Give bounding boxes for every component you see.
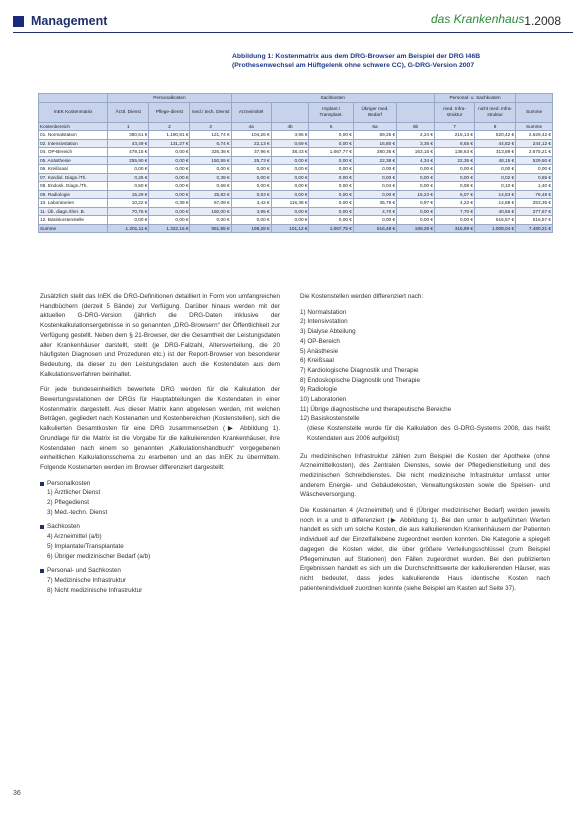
group-header: Personal- u. Sachkosten [434,94,515,103]
note: (diese Kostenstelle wurde für die Kalkulation des G-DRG-Systems 2008, das heißt Kostendaten aus 2006 aufgelöst) [307,425,550,442]
caption-line-2: (Prothesenwechsel am Hüftgelenk ohne schwere CC), G-DRG-Version 2007 [232,62,475,69]
paragraph: Für jede bundeseinheitlich bewertete DRG werden für die Kalkulation der Bewertungsrelationen der DRGs für Hauptabteilungen die Kostendaten in einer Kostenmatrix dargestellt. Aus dieser Matrix kann abgelesen werden, mit welchen Beträgen, gegliedert nach Kostenarten und Kostenbereichen (Kostenstellen), sich die kalkulierten Gesamtkosten für eine DRG zusammensetzen (▶ Abbildung 1). Grundlage für die Matrix ist die Vorgabe für die kalkulierenden Krankenhäuser, ihre Kostendaten nach einem so genannten „Kalkulationshandbuch“ vorgegebenen einheitlichen Kalkulationsschema zu erarbeiten und an das InEK zu übermitteln. Folgende Kostenarten werden im Browser differenziert dargestellt: [40,386,280,471]
table-cell: 1.067,77 € [309,148,353,157]
row-label: 11. Üb. diagn./ther. B. [39,207,108,216]
table-row [39,224,553,233]
list-item: 3) Dialyse Abteilung [300,328,356,336]
right-column [300,292,550,599]
left-column [40,292,280,600]
column-number: 7 [434,122,474,131]
table-cell: 0,00 € [309,190,353,199]
section-title: Management [31,14,108,28]
row-label: 10. Laboratorien [39,199,108,208]
list-item: 11) Übrige diagnostische und therapeutische Bereiche [300,405,452,413]
table-cell: 0,00 € [434,165,474,174]
list-item: 8) Endoskopische Diagnostik und Therapie [300,376,420,384]
table-cell: 189,28 € [397,224,435,233]
table-cell: 216,13 € [434,131,474,140]
table-cell: 1.190,81 € [149,131,190,140]
list-item: 7) Medizinische Infrastruktur [47,576,127,584]
list-item: 1) Normalstation [300,308,347,316]
table-cell: 0,00 € [271,173,309,182]
table-cell: 0,00 € [231,216,271,225]
column-number-row [39,122,553,131]
row-label: Summe [39,224,108,233]
table-cell: 0,00 € [271,190,309,199]
cost-type-section [40,566,280,595]
table-row [39,156,553,165]
section-heading [40,522,280,532]
table-cell: 0,00 € [149,156,190,165]
table-cell: 0,65 € [516,173,553,182]
column-number: Kostenbereich [39,122,108,131]
table-cell: 6,07 € [434,190,474,199]
table-cell: 951,85 € [190,224,231,233]
list-item: 4) OP-Bereich [300,337,340,345]
table-cell: 22,35 € [434,156,474,165]
table-row [39,131,553,140]
cost-type-list [40,479,280,596]
table-cell: 15,29 € [108,190,149,199]
list-item: 4) Arzneimittel (a/b) [47,533,102,541]
caption-line-1: Abbildung 1: Kostenmatrix aus dem DRG-Browser am Beispiel der DRG I46B [232,53,481,60]
table-cell: 198,28 € [231,224,271,233]
table-row [39,190,553,199]
table-cell: 0,00 € [108,165,149,174]
paragraph: Die Kostenarten 4 (Arzneimittel) und 6 (Übriger medizinischer Bedarf) werden jeweils noch in a und b differenziert (▶ Abbildung 1). Bei den unter b aufgeführten Werten handelt es sich um solche Kosten, die aus kalkulierenden Krankenhäusern der Patienten individuell auf der Einzelfallebene zugeordnet werden konnten. Die Kategorie a spiegelt dagegen die Kosten wider, die über größere Verteilungsschlüssel (zum Beispiel Pflegeminuten auf Stationen) den Fällen zugeordnet wurden. Bei den publizierten Ergebnissen handelt es sich um die Durchschnittswerte der kalkulierenden Häuser, was nicht bedeutet, dass jedes kalkulierende Haus identische Kosten nach patientenindividuell zuordnen konnte (siehe Beispiel am Kasten auf Seite 37). [300,507,550,592]
row-label: 08. Endosk. Diagn./Th. [39,182,108,191]
table-cell: 37,96 € [231,148,271,157]
table-cell: 116,38 € [271,199,309,208]
table-cell: 0,00 € [516,165,553,174]
table-cell: 0,00 € [271,165,309,174]
table-cell: 0,00 € [149,165,190,174]
table-cell: 255,90 € [108,156,149,165]
table-cell: 1.201,11 € [108,224,149,233]
table-row [39,182,553,191]
table-cell: 0,00 € [309,216,353,225]
table-cell: 0,39 € [149,199,190,208]
row-label: 02. Intensivstation [39,139,108,148]
table-cell: 0,00 € [149,182,190,191]
row-label: 05. Anästhesie [39,156,108,165]
table-cell: 0,00 € [434,173,474,182]
row-label: 09. Radiologie [39,190,108,199]
table-cell: 516,57 € [516,216,553,225]
table-cell: 25,82 € [190,190,231,199]
table-cell: 89,25 € [353,131,396,140]
column-number: 4a [231,122,271,131]
column-header: InEK Kostenmatrix [39,102,108,122]
table-row [39,173,553,182]
paragraph: Zu medizinischen Infrastruktur zählen zum Beispiel die Kosten der Apotheke (ohne Arzneimittelkosten), des Zentralen Dienstes, sowie der Pflegedienstleitung und des medizinischen Schreibdienstes. Die nicht medizinische Infrastruktur umfasst unter anderem Energie- und Gebäudekosten, Verwaltungskosten sowie die Speisen- und Wäscheversorgung. [300,452,550,499]
group-header-row [39,94,553,103]
table-cell: 316,99 € [434,224,474,233]
table-row [39,148,553,157]
table-cell: 0,00 € [434,216,474,225]
table-cell: 253,35 € [516,199,553,208]
table-cell: 0,00 € [309,173,353,182]
table-cell: 479,15 € [108,148,149,157]
table-cell: 40,56 € [475,207,516,216]
column-header: Implant./ Transplant. [309,102,353,122]
table-cell: 1.322,16 € [149,224,190,233]
table-cell: 15,23 € [397,190,435,199]
table-cell: 0,69 € [271,139,309,148]
table-cell: 38,43 € [271,148,309,157]
table-cell: 7,70 € [434,207,474,216]
cost-center-list [300,308,550,424]
column-number: 6b [397,122,435,131]
table-cell: 101,12 € [271,224,309,233]
bullet-square-icon [40,525,44,529]
column-header: nicht med. Infra-struktur [475,102,516,122]
section-marker [13,16,24,27]
table-cell: 150,00 € [190,207,231,216]
table-cell: 0,00 € [271,207,309,216]
list-item: 2) Pflegedienst [47,499,90,507]
table-cell: 0,00 € [309,131,353,140]
table-cell: 0,00 € [231,173,271,182]
table-cell: 0,00 € [149,207,190,216]
table-cell: 138,63 € [434,148,474,157]
table-cell: 280,35 € [353,148,396,157]
table-cell: 121,74 € [190,131,231,140]
cost-matrix [38,93,553,233]
column-number: 8 [475,122,516,131]
table-cell: 0,00 € [309,199,353,208]
table-cell: 4,34 € [397,156,435,165]
table-cell: 0,97 € [397,199,435,208]
table-cell: 0,00 € [353,173,396,182]
table-cell: 0,00 € [309,139,353,148]
table-cell: 0,00 € [353,165,396,174]
table-cell: 70,76 € [108,207,149,216]
table-cell: 0,00 € [397,182,435,191]
table-cell: 516,57 € [475,216,516,225]
table-cell: 67,08 € [190,199,231,208]
table-cell: 0,00 € [353,190,396,199]
table-cell: 14,53 € [475,190,516,199]
row-label: 12. Basiskostenstelle [39,216,108,225]
list-item: 8) Nicht medizinische Infrastruktur [47,586,143,594]
list-item: 6) Übriger medizinischer Bedarf (a/b) [47,552,151,560]
list-item: 5) Implantate/Transplantate [47,542,124,550]
list-item: 2) Intensivstation [300,318,348,326]
table-cell: 516,48 € [353,224,396,233]
table-cell: 326,38 € [190,148,231,157]
table-cell: 76,48 € [516,190,553,199]
table-row [39,207,553,216]
cost-type-section [40,479,280,518]
table-cell: 0,00 € [397,207,435,216]
journal-logo: das Krankenhaus [431,12,525,26]
table-cell: 520,42 € [475,131,516,140]
table-cell: 529,50 € [516,156,553,165]
table-cell: 44,82 € [475,139,516,148]
table-cell: 1,40 € [516,182,553,191]
table-cell: 22,13 € [231,139,271,148]
section-title: Sachkosten [47,523,80,531]
table-cell: 8,65 € [434,139,474,148]
column-number: Summe [516,122,553,131]
table-cell: 1.067,75 € [309,224,353,233]
table-cell: 0,00 € [397,173,435,182]
table-cell: 163,15 € [397,148,435,157]
column-header [271,102,309,122]
column-header: Ärztl. Dienst [108,102,149,122]
bullet-square-icon [40,482,44,486]
table-cell: 2.675,21 € [516,148,553,157]
row-label: 07. Kardiol. Diagn./Th. [39,173,108,182]
empty-corner [516,94,553,103]
group-header: Sachkosten [231,94,434,103]
table-cell: 43,49 € [108,139,149,148]
table-cell: 104,26 € [231,131,271,140]
table-cell: 0,00 € [309,156,353,165]
table-cell: 6,74 € [190,139,231,148]
table-cell: 0,00 € [108,216,149,225]
table-cell: 2.629,42 € [516,131,553,140]
section-title: Personal- und Sachkosten [47,567,121,575]
table-cell: 0,00 € [309,165,353,174]
table-row [39,199,553,208]
table-cell: 277,67 € [516,207,553,216]
table-cell: 0,00 € [271,182,309,191]
table-cell: 25,73 € [231,156,271,165]
table-cell: 0,10 € [475,182,516,191]
column-header [397,102,435,122]
table-cell: 22,38 € [353,156,396,165]
table-cell: 0,00 € [353,216,396,225]
row-label: 01. Normalstation [39,131,108,140]
table-cell: 4,22 € [434,199,474,208]
column-number: 5 [309,122,353,131]
table-cell: 0,00 € [190,165,231,174]
table-cell: 0,53 € [231,190,271,199]
table-cell: 0,00 € [309,182,353,191]
table-cell: 150,55 € [190,156,231,165]
section-heading [40,479,280,489]
issue-number: 1.2008 [524,14,561,28]
table-cell: 0,02 € [475,173,516,182]
list-item: 10) Laboratorien [300,396,347,404]
list-item: 12) Basiskostenstelle [300,415,360,423]
empty-corner [39,94,108,103]
table-cell: 0,00 € [149,148,190,157]
section-heading [40,566,280,576]
row-label: 04. OP-Bereich [39,148,108,157]
table-cell: 1.008,04 € [475,224,516,233]
cost-type-section [40,522,280,561]
table-cell: 0,04 € [353,182,396,191]
figure-caption [232,52,552,70]
table-cell: 0,00 € [475,165,516,174]
column-header: med. Infra-struktur [434,102,474,122]
column-number: 3 [190,122,231,131]
list-item: 7) Kardiologische Diagnostik und Therapie [300,366,419,374]
table-cell: 131,27 € [149,139,190,148]
table-cell: 0,00 € [149,216,190,225]
table-row [39,216,553,225]
table-cell: 0,00 € [397,165,435,174]
table-cell: 313,89 € [475,148,516,157]
page-number: 36 [13,790,21,797]
table-cell: 380,61 € [108,131,149,140]
paragraph: Die Kostenstellen werden differenziert nach: [300,293,424,300]
column-number: 4b [271,122,309,131]
table-cell: 16,80 € [353,139,396,148]
table-cell: 0,00 € [397,216,435,225]
table-cell: 14,88 € [475,199,516,208]
table-row [39,165,553,174]
table-cell: 10,22 € [108,199,149,208]
table-cell: 0,00 € [309,207,353,216]
table-cell: 36,79 € [353,199,396,208]
table-cell: 244,12 € [516,139,553,148]
table-cell: 0,00 € [231,182,271,191]
group-header: Personalkosten [108,94,231,103]
column-header-row [39,102,553,122]
table-cell: 0,50 € [108,182,149,191]
list-item: 5) Anästhesie [300,347,339,355]
list-item: 1) Ärztlicher Dienst [47,489,101,497]
list-item: 9) Radiologie [300,386,338,394]
column-header: Übriger med. Bedarf [353,102,396,122]
table-cell: 0,00 € [149,173,190,182]
table-cell: 0,25 € [108,173,149,182]
table-cell: 0,00 € [149,190,190,199]
column-number: 6a [353,122,396,131]
bullet-square-icon [40,569,44,573]
table-cell: 0,00 € [271,216,309,225]
row-label: 06. Kreißsaal [39,165,108,174]
table-cell: 3,42 € [231,199,271,208]
cost-matrix-table [38,93,553,233]
table-cell: 0,00 € [190,216,231,225]
table-cell: 0,08 € [434,182,474,191]
column-header: Summe [516,102,553,122]
table-row [39,139,553,148]
section-title: Personalkosten [47,479,91,487]
table-cell: 7.480,21 € [516,224,553,233]
list-item: 6) Kreißsaal [300,357,334,365]
table-cell: 3,36 € [397,139,435,148]
table-cell: 0,38 € [190,173,231,182]
table-cell: 0,00 € [271,156,309,165]
column-header: med./ tech. Dienst [190,102,231,122]
table-cell: 3,95 € [231,207,271,216]
column-number: 1 [108,122,149,131]
table-cell: 48,15 € [475,156,516,165]
list-item: 3) Med.-techn. Dienst [47,508,108,516]
column-header: Arzneimittel [231,102,271,122]
table-cell: 2,24 € [397,131,435,140]
header-rule [13,32,573,33]
column-number: 2 [149,122,190,131]
paragraph: Zusätzlich stellt das InEK die DRG-Definitionen detailliert in Form von umfangreichen Handbüchern (derzeit 5 Bände) zur Verfügung. Darüber hinaus werden mit der aktuellen G-DRG-Version (jährlich die DRG-Daten inklusive der Kostenkalkulationsergebnisse in so genannten „DRG-Browsern“ der Öffentlichkeit zur Verfügung gestellt. Neben dem § 21-Browser, der die Gesamtheit der Leistungsdaten aller Krankenhäuser darstellt, stellt (je DRG-Fallzahl, Altersverteilung, die 20 häufigsten Diagnosen und Prozeduren etc.) ist der Report-Browser von besonderer Bedeutung, da dieser zu den Leistungsdaten auch die Kostendaten aus dem Kalkulationsverfahren beinhaltet. [40,293,280,378]
table-cell: 4,70 € [353,207,396,216]
table-cell: 0,00 € [231,165,271,174]
table-cell: 0,68 € [190,182,231,191]
column-header: Pflege-dienst [149,102,190,122]
page-header [13,12,573,34]
table-cell: 3,96 € [271,131,309,140]
